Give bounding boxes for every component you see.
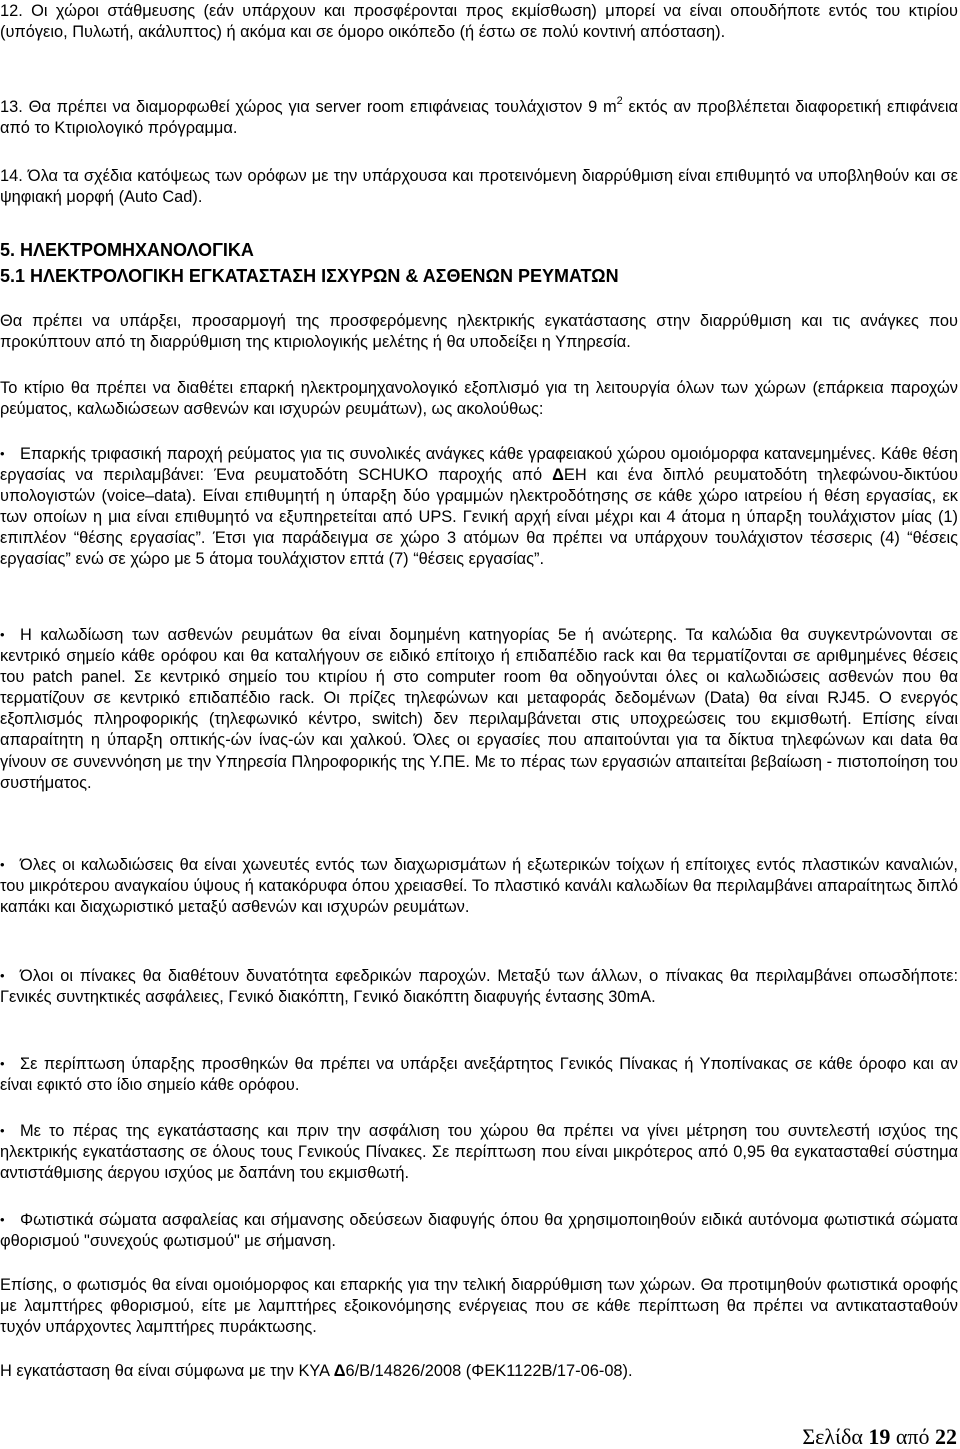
footer-page-label: Σελίδα	[802, 1424, 863, 1449]
closing-2-text: Η εγκατάσταση θα είναι σύμφωνα με την ΚΥΑ	[0, 1362, 334, 1380]
bullet-3-text: Όλες οι καλωδιώσεις θα είναι χωνευτές εντός των διαχωρισμάτων ή εξωτερικών τοίχων ή επίτοιχες εντός πλαστικών καναλιών, του μικρότερου αναγκαίου ύψους ή κατακόρυφα όπου χρειασθεί. Το πλαστικό κανάλι καλωδίων θα περιλαμβάνει απαραίτητως διπλό καπάκι και διαχωριστικό μεταξύ ασθενών και ισχυρών ρευμάτων.	[0, 856, 958, 917]
bullet-icon: •	[0, 446, 5, 461]
bullet-icon: •	[0, 968, 5, 983]
subsection-heading: 5.1 ΗΛΕΚΤΡΟΛΟΓΙΚΗ ΕΓΚΑΤΑΣΤΑΣΗ ΙΣΧΥΡΩΝ & ΑΣΘΕΝΩΝ ΡΕΥΜΑΤΩΝ	[0, 266, 619, 286]
bullet-7-text: Φωτιστικά σώματα ασφαλείας και σήμανσης οδεύσεων διαφυγής όπου θα χρησιμοποιηθούν ειδικά αυτόνομα φωτιστικά σώματα φθορισμού "συνεχούς φωτισμού" με σήμανση.	[0, 1211, 958, 1251]
bullet-icon: •	[0, 627, 5, 642]
bullet-item-power-supply	[0, 443, 958, 571]
superscript-2: 2	[616, 95, 623, 107]
closing-paragraph-regulation	[0, 1361, 958, 1382]
bullet-icon: •	[0, 857, 5, 872]
bullet-item-additions	[0, 1053, 958, 1096]
page-footer	[802, 1425, 957, 1449]
delta-symbol: Δ	[552, 466, 564, 485]
closing-1-text: Επίσης, ο φωτισμός θα είναι ομοιόμορφος και επαρκής για την τελική διαρρύθμιση των χώρων. Θα προτιμηθούν φωτιστικά οροφής με λαμπτήρες φθορισμού, είτε με λαμπτήρες εξοικονόμησης ενέργειας που σε κάθε περίπτωση θα πρέπει να αντικατασταθούν τυχόν υπάρχοντες λαμπτήρες πυράκτωσης.	[0, 1276, 958, 1337]
closing-2-text-cont: 6/Β/14826/2008 (ΦΕΚ1122Β/17-06-08).	[345, 1362, 633, 1380]
bullet-6-text: Με το πέρας της εγκατάστασης και πριν την ασφάλιση του χώρου θα πρέπει να γίνει μέτρηση του συντελεστή ισχύος της ηλεκτρικής εγκατάστασης σε όλους τους Γενικούς Πίνακες. Σε περίπτωση που είναι μικρότερος από 0,95 θα εγκατασταθεί σύστημα αντιστάθμισης άεργου ισχύος με δαπάνη του εκμισθωτή.	[0, 1122, 958, 1183]
bullet-item-power-factor	[0, 1120, 958, 1184]
paragraph-item-12	[0, 1, 958, 43]
bullet-item-cabling	[0, 624, 958, 794]
item-13-text-end: εκτός αν προβλέπεται διαφορετική επιφάνεια από το Κτιριολογικό πρόγραμμα.	[0, 98, 958, 138]
bullet-item-panels	[0, 965, 958, 1008]
section-heading: 5. ΗΛΕΚΤΡΟΜΗΧΑΝΟΛΟΓΙΚΑ	[0, 240, 254, 260]
item-14-text: 14. Όλα τα σχέδια κατόψεως των ορόφων με την υπάρχουσα και προτεινόμενη διαρρύθμιση είναι επιθυμητό να υποβληθούν και σε ψηφιακή μορφή (Auto Cad).	[0, 167, 958, 207]
item-13-text: 13. Θα πρέπει να διαμορφωθεί χώρος για server room επιφάνειας τουλάχιστον 9 m	[0, 98, 617, 116]
intro-paragraph-2	[0, 378, 958, 420]
bullet-5-text: Σε περίπτωση ύπαρξης προσθηκών θα πρέπει να υπάρξει ανεξάρτητος Γενικός Πίνακας ή Υποπίνακας σε κάθε όροφο και αν είναι εφικτό στο ίδιο σημείο κάθε ορόφου.	[0, 1055, 958, 1095]
bullet-item-wiring	[0, 854, 958, 918]
bullet-1-text: Επαρκής τριφασική παροχή ρεύματος για τις συνολικές ανάγκες κάθε γραφειακού χώρου ομοιόμορφα κατανεμημένες. Κάθε θέση εργασίας να περιλαμβάνει: Ένα ρευματοδότη SCHUKO παροχής από	[0, 445, 958, 485]
item-12-text: 12. Οι χώροι στάθμευσης (εάν υπάρχουν και προσφέρονται προς εκμίσθωση) μπορεί να είναι οπουδήποτε εντός του κτιρίου (υπόγειο, Πυλωτή, ακάλυπτος) ή ακόμα και σε όμορο οικόπεδο (ή έστω σε πολύ κοντινή απόσταση).	[0, 2, 958, 42]
paragraph-item-13	[0, 97, 958, 139]
bullet-icon: •	[0, 1056, 5, 1071]
footer-total-pages: 22	[935, 1424, 957, 1449]
footer-of-label: από	[895, 1424, 930, 1449]
bullet-1-text-cont: ΕΗ και ένα διπλό ρευματοδότη τηλεφώνου-δικτύου υπολογιστών (voice–data). Είναι επιθυμητή η ύπαρξη δύο γραμμών ηλεκτροδότησης σε κάθε χώρο ιατρείου ή θέση εργασίας, εκ των οποίων η μια είναι επιθυμητό να εξυπηρετείται από UPS. Γενική αρχή είναι μέχρι και 4 άτομα η ύπαρξη τουλάχιστον μίας (1) επιπλέον “θέσης εργασίας”. Έτσι για παράδειγμα σε χώρο 3 ατόμων θα πρέπει να υπάρχουν τουλάχιστον τέσσερις (4) “θέσεις εργασίας” ενώ σε χώρο με 5 άτομα τουλάχιστον επτά (7) “θέσεις εργασίας”.	[0, 466, 958, 569]
bullet-icon: •	[0, 1212, 5, 1227]
delta-symbol: Δ	[333, 1362, 346, 1380]
paragraph-item-14	[0, 166, 958, 208]
closing-paragraph-lighting	[0, 1275, 958, 1338]
intro-paragraph-1	[0, 311, 958, 353]
bullet-item-emergency-lighting	[0, 1209, 958, 1252]
bullet-2-text: Η καλωδίωση των ασθενών ρευμάτων θα είναι δομημένη κατηγορίας 5e ή ανώτερης. Τα καλώδια θα συγκεντρώνονται σε κεντρικό σημείο κάθε ορόφου και θα καταλήγουν σε ειδικό επίτοιχο ή επιδαπέδιο rack και θα τερματίζονται σε αριθμημένες θέσεις του patch panel. Σε κεντρικό σημείο του κτιρίου ή στο computer room θα οδηγούνται όλες οι καλωδιώσεις ασθενών που θα τερματίζουν σε κεντρικό επιδαπέδιο rack. Οι πρίζες τηλεφώνων και μεταφοράς δεδομένων (Data) θα είναι RJ45. Ο ενεργός εξοπλισμός πληροφορικής (τηλεφωνικό κέντρο, switch) δεν περιλαμβάνεται στις υποχρεώσεις του εκμισθωτή. Επίσης είναι απαραίτητη η ύπαρξη οπτικής-ών ίνας-ών και χαλκού. Όλες οι εργασίες που απαιτούνται για τα δίκτυα τηλεφώνων και data θα γίνουν σε συνεννόηση με την Υπηρεσία Πληροφορικής της Υ.ΠΕ. Με το πέρας των εργασιών απαιτείται βεβαίωση - πιστοποίηση του συστήματος.	[0, 626, 958, 792]
footer-current-page: 19	[868, 1424, 891, 1449]
intro-1-text: Θα πρέπει να υπάρξει, προσαρμογή της προσφερόμενης ηλεκτρικής εγκατάστασης στην διαρρύθμιση και τις ανάγκες που προκύπτουν από τη διαρρύθμιση της κτιριολογικής μελέτης ή θα υποδείξει η Υπηρεσία.	[0, 312, 958, 352]
intro-2-text: Το κτίριο θα πρέπει να διαθέτει επαρκή ηλεκτρομηχανολογικό εξοπλισμό για τη λειτουργία όλων των χώρων (επάρκεια παροχών ρεύματος, καλωδιώσεων ασθενών και ισχυρών ρευμάτων), ως ακολούθως:	[0, 379, 958, 419]
bullet-4-text: Όλοι οι πίνακες θα διαθέτουν δυνατότητα εφεδρικών παροχών. Μεταξύ των άλλων, ο πίνακας θα περιλαμβάνει οπωσδήποτε: Γενικές συντηκτικές ασφάλειες, Γενικό διακόπτη, Γενικό διακόπτη διαφυγής έντασης 30mA.	[0, 967, 958, 1007]
bullet-icon: •	[0, 1123, 5, 1138]
